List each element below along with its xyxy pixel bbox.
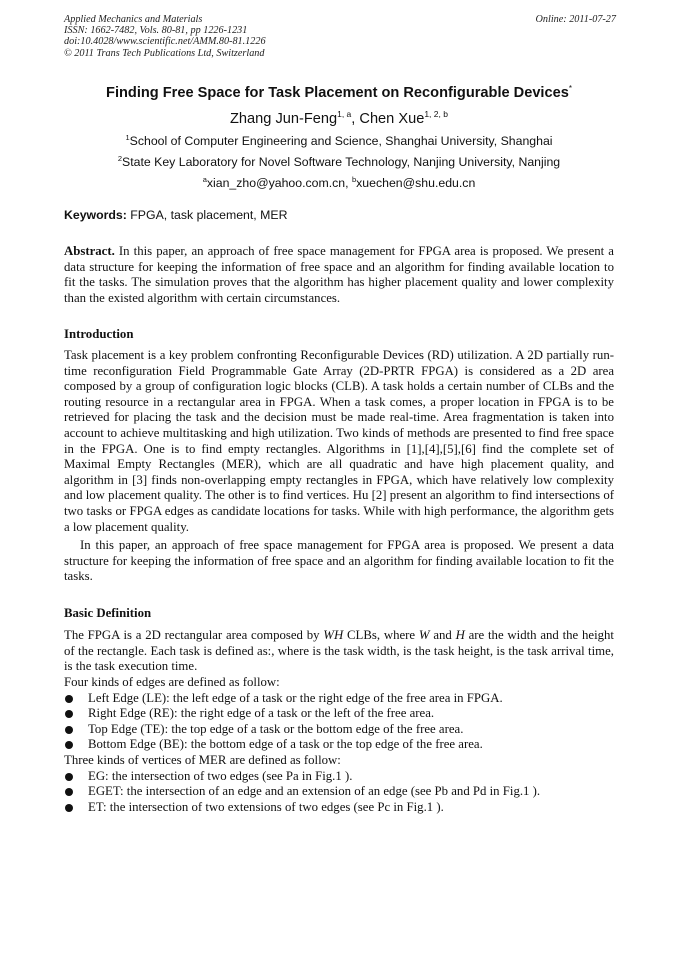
bullet-icon — [65, 726, 73, 734]
basic-definition-text-c: and — [429, 628, 456, 642]
author-2-affiliation-mark: 1, 2, b — [424, 109, 448, 119]
list-item — [64, 722, 614, 738]
h-variable: H — [455, 628, 465, 642]
basic-definition-text-a: The FPGA is a 2D rectangular area composed by — [64, 628, 324, 642]
email-a-mark: a — [202, 175, 207, 184]
paper-title-text: Finding Free Space for Task Placement on Reconfigurable Devices — [106, 84, 569, 101]
vertex-item-text: EGET: the intersection of an edge and an extension of an edge (see Pb and Pd in Fig.1 ). — [88, 784, 541, 799]
edge-item-text: Right Edge (RE): the right edge of a task or the left of the free area. — [88, 706, 435, 721]
keywords-label: Keywords: — [64, 208, 127, 222]
list-item — [64, 800, 614, 816]
journal-name: Applied Mechanics and Materials — [64, 14, 203, 25]
bullet-icon — [65, 695, 73, 703]
affiliation-2-mark: 2 — [117, 154, 123, 163]
bullet-icon — [65, 804, 73, 812]
abstract — [64, 244, 614, 306]
email-b-mark: b — [351, 175, 357, 184]
email-b: xuechen@shu.edu.cn — [356, 176, 476, 191]
introduction-paragraph-2: In this paper, an approach of free space management for FPGA area is proposed. We present a data structure for keeping the information of free space and an algorithm for finding available location to fit the tasks. — [64, 538, 614, 584]
journal-header — [64, 14, 616, 59]
abstract-text: In this paper, an approach of free space management for FPGA area is proposed. We present a data structure for keeping the information of free space and an algorithm for finding available location to fit the tasks. The simulation proves that the algorithm has higher placement quality and lower complexity than the existed algorithm with certain circumstances. — [64, 244, 614, 305]
list-item — [64, 706, 614, 722]
author-line — [30, 104, 648, 129]
list-item — [64, 769, 614, 785]
email-line — [30, 172, 648, 191]
introduction-paragraph-1: Task placement is a key problem confronting Reconfigurable Devices (RD) utilization. A 2D partially run-time reconfiguration Field Programmable Gate Array (2D-PRTR FPGA) is considered as a 2D area composed by a group of configuration logic blocks (CLB). A task holds a certain number of CLBs and the routing resource in a rectangular area in FPGA. When a task comes, a proper location in FPGA is to be retrieved for placing the task and the decision must be made real-time. Area fragmentation is taken into account to achieve multitasking and high utilization. Two kinds of methods are presented to find free space in the FPGA. One is to find empty rectangles. Algorithms in [1],[4],[5],[6] find the complete set of Maximal Empty Rectangles (MER), which are all quadratic and have high placement quality, and algorithm in [3] finds non-overlapping empty rectangles in FPGA, which have relatively low complexity and low placement quality. The other is to find vertices. Hu [2] present an algorithm to find intersections of two tasks or FPGA edges as candidate locations for tasks. While with high performance, the algorithm gets a low placement quality. — [64, 348, 614, 534]
vertices-intro: Three kinds of vertices of MER are defined as follow: — [64, 753, 341, 767]
affiliation-2-text: State Key Laboratory for Novel Software Technology, Nanjing University, Nanjing — [122, 155, 561, 170]
keywords — [64, 207, 287, 223]
bullet-icon — [65, 773, 73, 781]
w-variable: W — [418, 628, 430, 642]
author-1-affiliation-mark: 1, a — [337, 109, 352, 119]
author-1: Zhang Jun-Feng — [230, 110, 338, 127]
author-separator: , — [351, 110, 360, 127]
affiliation-1 — [30, 130, 648, 149]
list-item — [64, 784, 614, 800]
keywords-text: FPGA, task placement, MER — [126, 208, 288, 222]
list-item — [64, 737, 614, 753]
bullet-icon — [65, 788, 73, 796]
edge-item-text: Top Edge (TE): the top edge of a task or the bottom edge of the free area. — [88, 721, 464, 736]
author-2: Chen Xue — [359, 110, 425, 127]
affiliation-1-mark: 1 — [125, 133, 130, 142]
bullet-icon — [65, 710, 73, 718]
basic-definition-text-d: are the width and the height of the rectangle. Each task is defined as:, where is the task width, is the task height, is the task arrival time, is the task execution time. — [64, 628, 614, 674]
abstract-label: Abstract. — [64, 244, 115, 258]
basic-definition-heading: Basic Definition — [64, 606, 152, 620]
bullet-icon — [65, 741, 73, 749]
vertex-item-text: ET: the intersection of two extensions of two edges (see Pc in Fig.1 ). — [88, 799, 444, 814]
online-date: Online: 2011-07-27 — [535, 14, 616, 25]
issn-line: ISSN: 1662-7482, Vols. 80-81, pp 1226-1231 — [64, 25, 248, 37]
paper-title — [30, 80, 648, 102]
vertex-item-text: EG: the intersection of two edges (see Pa in Fig.1 ). — [88, 768, 353, 783]
doi-line: doi:10.4028/www.scientific.net/AMM.80-81.1226 — [64, 36, 266, 48]
vertices-list — [64, 769, 614, 816]
basic-definition-text-b: CLBs, where — [343, 628, 419, 642]
affiliation-2 — [30, 151, 648, 170]
edge-item-text: Left Edge (LE): the left edge of a task or the right edge of the free area in FPGA. — [88, 690, 503, 705]
edge-item-text: Bottom Edge (BE): the bottom edge of a task or the top edge of the free area. — [88, 737, 483, 752]
wh-variable: WH — [323, 628, 344, 642]
introduction-heading: Introduction — [64, 327, 134, 341]
affiliation-1-text: School of Computer Engineering and Science, Shanghai University, Shanghai — [129, 134, 553, 149]
edges-intro: Four kinds of edges are defined as follow: — [64, 675, 280, 689]
title-footnote-mark: * — [568, 84, 572, 93]
list-item — [64, 691, 614, 707]
copyright-line: © 2011 Trans Tech Publications Ltd, Switzerland — [64, 47, 265, 59]
basic-definition-paragraph — [64, 628, 614, 675]
edges-list — [64, 691, 614, 753]
email-a: xian_zho@yahoo.com.cn, — [206, 176, 352, 191]
